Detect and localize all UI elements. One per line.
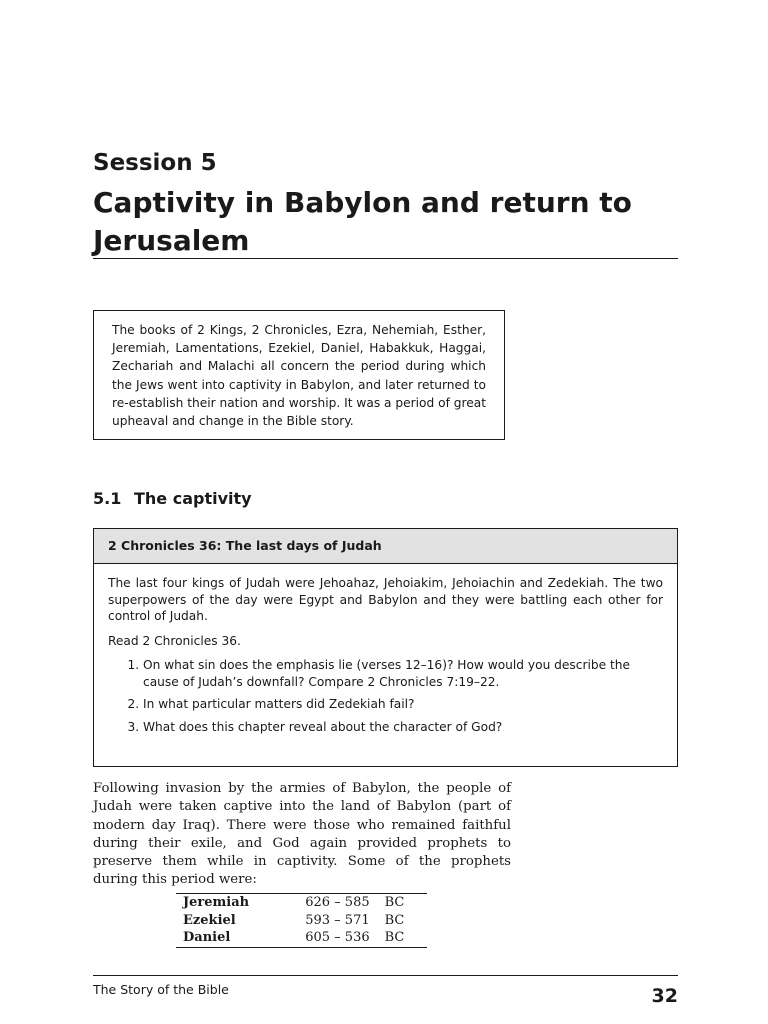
study-box — [93, 528, 678, 767]
question-item: 3. What does this chapter reveal about the character of God? — [143, 719, 663, 736]
section-number: 5.1 — [93, 489, 122, 508]
prophet-dates: 626 – 585 — [305, 895, 370, 911]
study-box-instruction: Read 2 Chronicles 36. — [108, 633, 241, 648]
study-box-body — [94, 564, 677, 735]
title-rule — [93, 258, 678, 259]
prophet-table — [176, 893, 427, 948]
prophet-dates: 605 – 536 — [305, 930, 370, 946]
table-row — [176, 894, 427, 912]
footer-book-title: The Story of the Bible — [93, 982, 229, 997]
prophet-name: Ezekiel — [183, 912, 236, 928]
question-item: 1. On what sin does the emphasis lie (verses 12–16)? How would you describe the cause of Judah’s downfall? Compare 2 Chronicles 7:19–22. — [143, 657, 663, 690]
study-box-paragraph: The last four kings of Judah were Jehoahaz, Jehoiakim, Jehoiachin and Zedekiah. The two superpowers of the day were Egypt and Babylon and they were battling each other for control of Judah. — [108, 576, 663, 623]
question-list — [108, 657, 663, 735]
intro-box — [93, 310, 505, 440]
study-box-heading: 2 Chronicles 36: The last days of Judah — [94, 529, 677, 564]
chapter-title: Captivity in Babylon and return to Jerusalem — [93, 186, 632, 257]
prophet-name: Daniel — [183, 930, 231, 946]
question-item: 2. In what particular matters did Zedekiah fail? — [143, 696, 663, 713]
prophet-dates: 593 – 571 — [305, 912, 370, 928]
table-row — [176, 912, 427, 930]
section-title: The captivity — [134, 489, 252, 508]
prophet-era: BC — [384, 930, 405, 946]
session-label: Session 5 — [93, 150, 217, 176]
section-heading — [93, 489, 252, 508]
prophet-name: Jeremiah — [183, 895, 250, 911]
page-number: 32 — [651, 985, 678, 1007]
footer-rule — [93, 975, 678, 976]
intro-text: The books of 2 Kings, 2 Chronicles, Ezra, Nehemiah, Esther, Jeremiah, Lamentations, Ezekiel, Daniel, Habakkuk, Haggai, Zechariah and Malachi all concern the period during which the Jews went into captivity in Babylon, and later returned to re-establish their nation and worship. It was a period of great upheaval and change in the Bible story. — [112, 323, 486, 429]
body-paragraph: Following invasion by the armies of Babylon, the people of Judah were taken captive into the land of Babylon (part of modern day Iraq). There were those who remained faithful during their exile, and God again provided prophets to preserve them while in captivity. Some of the prophets during this period were: — [93, 781, 511, 888]
prophet-era: BC — [384, 895, 405, 911]
table-row — [176, 929, 427, 947]
prophet-era: BC — [384, 912, 405, 928]
